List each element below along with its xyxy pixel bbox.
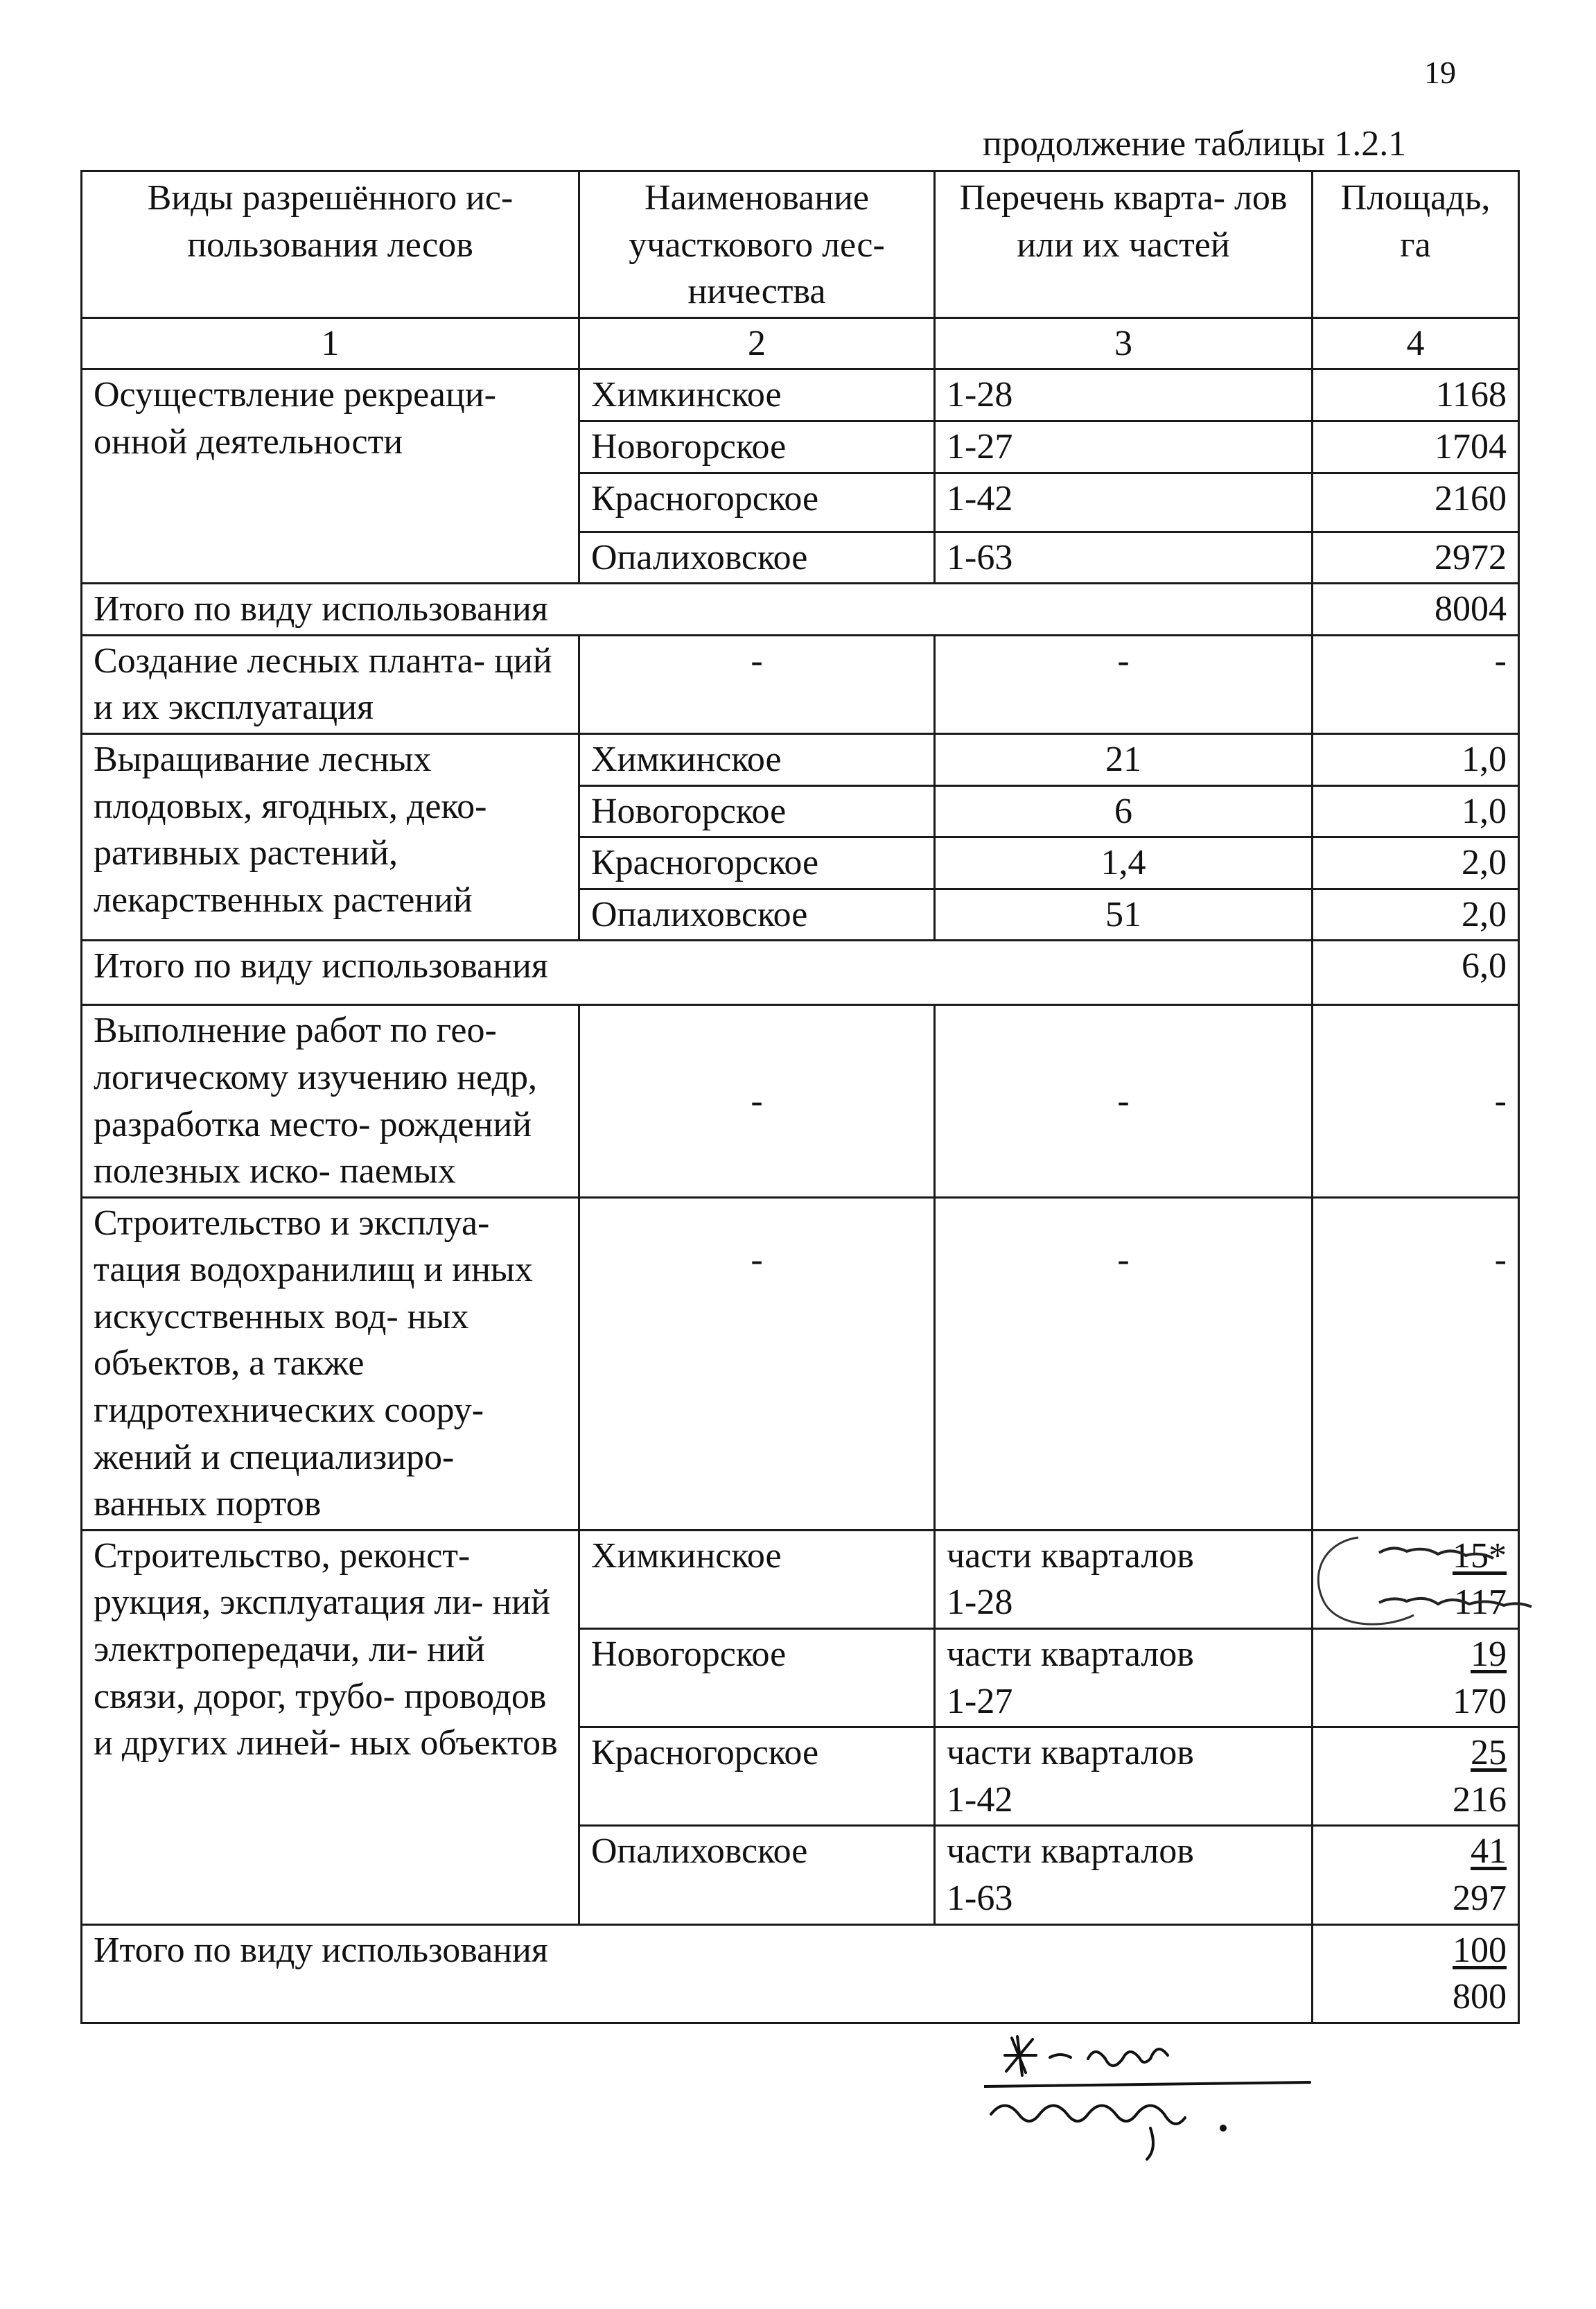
total-label: Итого по виду использования bbox=[82, 1924, 1313, 2023]
quarters-line: 1-28 bbox=[947, 1583, 1013, 1623]
total-label: Итого по виду использования bbox=[82, 941, 1313, 1005]
total-existing: 100 bbox=[1453, 1930, 1507, 1970]
table-row bbox=[82, 1530, 1519, 1628]
forestry-name: Опалиховское bbox=[579, 532, 935, 584]
header-quarters: Перечень кварта- лов или их частей bbox=[935, 171, 1313, 318]
area-planned: 170 bbox=[1453, 1681, 1507, 1721]
forestry-name: Новогорское bbox=[579, 1629, 935, 1727]
quarters-list: 51 bbox=[935, 889, 1313, 941]
header-area: Площадь, га bbox=[1313, 171, 1519, 318]
quarters-line: 1-63 bbox=[947, 1879, 1013, 1918]
quarters-list: 1-63 bbox=[935, 532, 1313, 584]
quarters-line: части кварталов bbox=[947, 1535, 1194, 1576]
area-value: 2,0 bbox=[1313, 889, 1519, 941]
area-value bbox=[1313, 1727, 1519, 1826]
table-row bbox=[82, 635, 1519, 733]
forestry-name: Химкинское bbox=[579, 369, 935, 421]
quarters-list: - bbox=[935, 1005, 1313, 1197]
column-number: 2 bbox=[579, 317, 935, 369]
forestry-name: - bbox=[579, 1005, 935, 1197]
forest-use-table bbox=[80, 170, 1520, 2024]
use-type-cultivation: Выращивание лесных плодовых, ягодных, деко- ративных растений, лекарственных растений bbox=[82, 733, 579, 940]
table-row bbox=[82, 1005, 1519, 1197]
quarters-list: 1-28 bbox=[935, 369, 1313, 421]
forestry-name: - bbox=[579, 635, 935, 733]
column-number-row bbox=[82, 317, 1519, 369]
column-number: 1 bbox=[82, 317, 579, 369]
forestry-name: Химкинское bbox=[579, 1530, 935, 1628]
quarters-list: 1-42 bbox=[935, 473, 1313, 532]
area-planned: 297 bbox=[1453, 1879, 1507, 1918]
handwritten-footnote bbox=[984, 2024, 1372, 2163]
forestry-name: Опалиховское bbox=[579, 889, 935, 941]
area-value: 2972 bbox=[1313, 532, 1519, 584]
forestry-name: Красногорское bbox=[579, 1727, 935, 1826]
forestry-name: Новогорское bbox=[579, 785, 935, 837]
total-value: 6,0 bbox=[1313, 941, 1519, 1005]
area-value: 1168 bbox=[1313, 369, 1519, 421]
forestry-name: Новогорское bbox=[579, 421, 935, 473]
table-continuation-caption: продолжение таблицы 1.2.1 bbox=[983, 124, 1407, 164]
forestry-name: Опалиховское bbox=[579, 1826, 935, 1924]
area-value bbox=[1313, 1530, 1519, 1628]
area-existing: 25 bbox=[1471, 1733, 1507, 1773]
quarters-list: - bbox=[935, 635, 1313, 733]
table-row bbox=[82, 369, 1519, 421]
column-number: 3 bbox=[935, 317, 1313, 369]
total-planned: 800 bbox=[1453, 1977, 1507, 2017]
quarters-list bbox=[935, 1629, 1313, 1727]
use-type-geology: Выполнение работ по гео- логическому изучению недр, разработка место- рождений полезных иско- паемых bbox=[82, 1005, 579, 1197]
table-header-row bbox=[82, 171, 1519, 318]
area-existing: 19 bbox=[1471, 1635, 1507, 1675]
page-number: 19 bbox=[1424, 55, 1456, 90]
quarters-line: 1-27 bbox=[947, 1681, 1013, 1721]
quarters-line: части кварталов bbox=[947, 1635, 1194, 1675]
area-value: 1,0 bbox=[1313, 785, 1519, 837]
quarters-line: части кварталов bbox=[947, 1831, 1194, 1872]
total-value bbox=[1313, 1924, 1519, 2023]
area-value bbox=[1313, 1826, 1519, 1924]
table-row bbox=[82, 1197, 1519, 1530]
use-type-reservoirs: Строительство и эксплуа- тация водохранилищ и иных искусственных вод- ных объектов, а также гидротехнических соору- жений и специализиро- ванных портов bbox=[82, 1197, 579, 1530]
total-value: 8004 bbox=[1313, 584, 1519, 636]
quarters-list: - bbox=[935, 1197, 1313, 1530]
quarters-list: 6 bbox=[935, 785, 1313, 837]
quarters-list: 21 bbox=[935, 733, 1313, 785]
total-row bbox=[82, 1924, 1519, 2023]
total-label: Итого по виду использования bbox=[82, 584, 1313, 636]
area-value: - bbox=[1313, 1005, 1519, 1197]
use-type-recreation: Осуществление рекреаци- онной деятельности bbox=[82, 369, 579, 584]
area-value: 2160 bbox=[1313, 473, 1519, 532]
quarters-line: 1-42 bbox=[947, 1779, 1013, 1820]
header-use-type: Виды разрешённого ис- пользования лесов bbox=[82, 171, 579, 318]
column-number: 4 bbox=[1313, 317, 1519, 369]
forestry-name: Химкинское bbox=[579, 733, 935, 785]
forestry-name: Красногорское bbox=[579, 473, 935, 532]
area-existing: 41 bbox=[1471, 1831, 1507, 1872]
header-forestry: Наименование участкового лес- ничества bbox=[579, 171, 935, 318]
table-row bbox=[82, 733, 1519, 785]
area-value: 2,0 bbox=[1313, 837, 1519, 889]
total-row bbox=[82, 584, 1519, 636]
area-value: - bbox=[1313, 635, 1519, 733]
quarters-line: части кварталов bbox=[947, 1733, 1194, 1773]
area-planned: 117 bbox=[1453, 1583, 1507, 1623]
area-value bbox=[1313, 1629, 1519, 1727]
area-value: 1,0 bbox=[1313, 733, 1519, 785]
area-value: - bbox=[1313, 1197, 1519, 1530]
quarters-list: 1,4 bbox=[935, 837, 1313, 889]
forestry-name: - bbox=[579, 1197, 935, 1530]
quarters-list: 1-27 bbox=[935, 421, 1313, 473]
area-planned: 216 bbox=[1453, 1779, 1507, 1820]
forestry-name: Красногорское bbox=[579, 837, 935, 889]
area-existing: 15* bbox=[1453, 1535, 1507, 1576]
use-type-plantations: Создание лесных планта- ций и их эксплуатация bbox=[82, 635, 579, 733]
quarters-list bbox=[935, 1727, 1313, 1826]
quarters-list bbox=[935, 1826, 1313, 1924]
total-row bbox=[82, 941, 1519, 1005]
area-value: 1704 bbox=[1313, 421, 1519, 473]
use-type-linear-objects: Строительство, реконст- рукция, эксплуатация ли- ний электропередачи, ли- ний связи, дорог, трубо- проводов и других линей- ных объектов bbox=[82, 1530, 579, 1924]
quarters-list bbox=[935, 1530, 1313, 1628]
